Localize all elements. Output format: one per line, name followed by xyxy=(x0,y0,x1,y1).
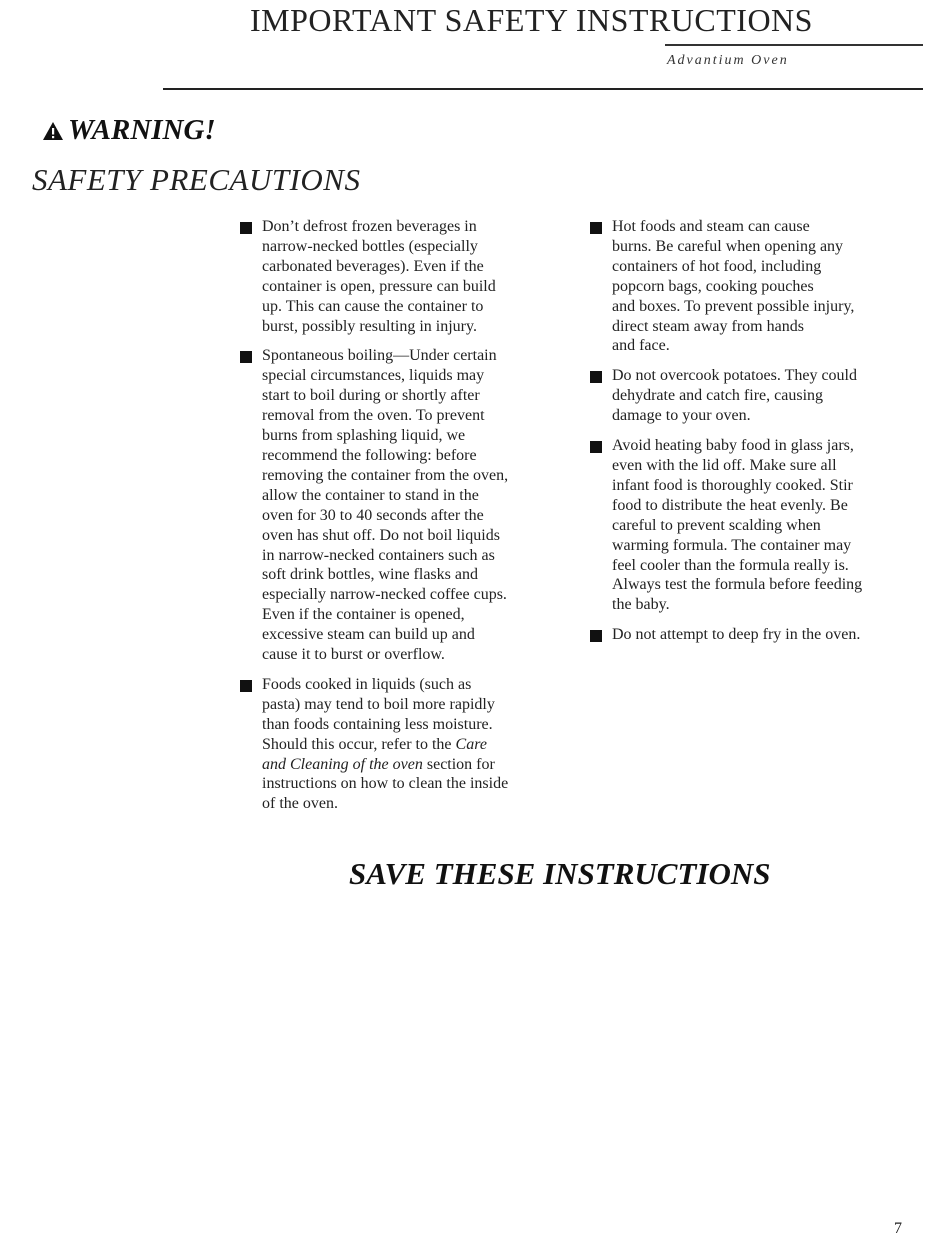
page-number: 7 xyxy=(894,1220,902,1237)
list-item xyxy=(590,366,935,426)
list-item-text: Do not overcook potatoes. They could dehydrate and catch fire, causing damage to your oven. xyxy=(612,367,857,425)
page-header-subtitle: Advantium Oven xyxy=(667,53,789,68)
warning-label: WARNING! xyxy=(68,114,216,146)
list-item-text: Do not attempt to deep fry in the oven. xyxy=(612,626,861,644)
header-divider-short xyxy=(665,44,923,46)
list-item xyxy=(240,217,580,336)
list-item-text: Don’t defrost frozen beverages in narrow-necked bottles (especially carbonated beverages). Even if the container is open, pressure can build up. This can cause the container to burst, possibly resulting in injury. xyxy=(262,218,496,335)
list-item xyxy=(240,346,580,665)
list-item-text: Avoid heating baby food in glass jars, even with the lid off. Make sure all infant food is thoroughly cooked. Stir food to distribute the heat evenly. Be careful to prevent scalding when warming formula. The container may feel cooler than the formula really is. Always test the formula before feeding the baby. xyxy=(612,437,863,614)
list-item-text-part: section for instructions on how to clean the inside of the oven. xyxy=(262,755,509,813)
section-title: SAFETY PRECAUTIONS xyxy=(32,162,361,197)
warning-heading xyxy=(42,114,216,147)
square-bullet-icon xyxy=(240,351,252,363)
list-item-text xyxy=(262,675,508,814)
save-instructions-heading: SAVE THESE INSTRUCTIONS xyxy=(349,856,771,891)
header-divider-long xyxy=(163,88,923,90)
warning-triangle-icon xyxy=(42,121,64,141)
square-bullet-icon xyxy=(590,630,602,642)
list-item-text: Spontaneous boiling—Under certain special circumstances, liquids may start to boil during or shortly after removal from the oven. To prevent burns from splashing liquid, we recommend the following: before removing the container from the oven, allow the container to stand in the oven for 30 to 40 seconds after the oven has shut off. Do not boil liquids in narrow-necked containers such as soft drink bottles, wine flasks and especially narrow-necked coffee cups. Even if the container is opened, excessive steam can build up and cause it to burst or overflow. xyxy=(262,347,509,664)
list-item-text-part: Foods cooked in liquids (such as pasta) may tend to boil more rapidly than foods containing less moisture. Should this occur, refer to the xyxy=(262,675,495,753)
list-item xyxy=(240,675,580,814)
list-item xyxy=(590,436,935,615)
left-column xyxy=(240,217,580,824)
square-bullet-icon xyxy=(590,441,602,453)
square-bullet-icon xyxy=(240,680,252,692)
care-cleaning-reference: Care and Cleaning of the oven xyxy=(262,735,487,773)
right-column xyxy=(590,217,935,655)
square-bullet-icon xyxy=(590,222,602,234)
square-bullet-icon xyxy=(590,371,602,383)
list-item-text: Hot foods and steam can cause burns. Be careful when opening any containers of hot food, including popcorn bags, cooking pouches and boxes. To prevent possible injury, direct steam away from hands and face. xyxy=(612,218,855,355)
square-bullet-icon xyxy=(240,222,252,234)
page-header-title: IMPORTANT SAFETY INSTRUCTIONS xyxy=(250,2,813,38)
list-item xyxy=(590,625,935,645)
list-item xyxy=(590,217,935,356)
